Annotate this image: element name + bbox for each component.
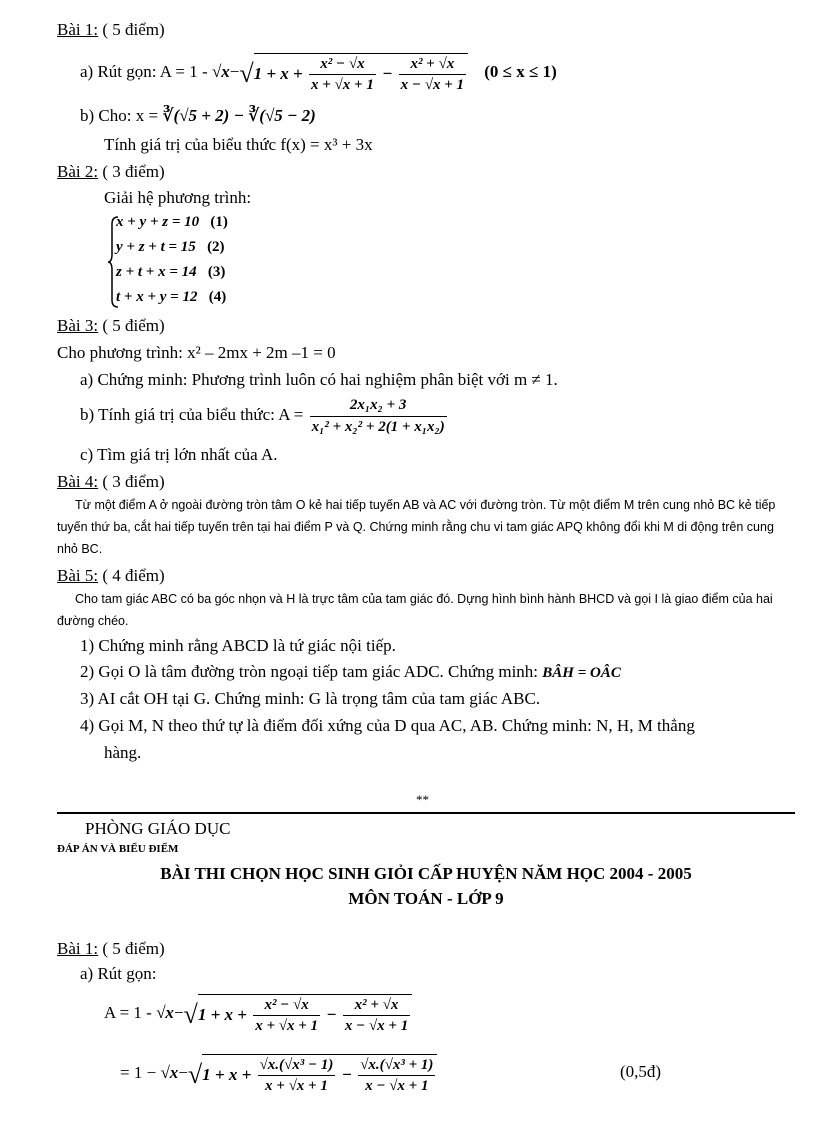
bai3b-line (80, 392, 449, 438)
bai1-heading-line (57, 20, 165, 40)
bai4-heading-line (57, 472, 165, 492)
minus: − (178, 1063, 188, 1082)
bai2-heading-line (57, 162, 165, 182)
answer-bai1-heading-line (57, 939, 165, 959)
frac1-den: x + √x + 1 (311, 77, 374, 94)
bai1b-expression: ∛(√5 + 2) − ∛(√5 − 2) (162, 106, 316, 125)
answer-bai1a: a) Rút gọn: (80, 964, 157, 983)
answer-line-1 (104, 990, 412, 1036)
bai5-item-2-expr: BÂH = OÂC (542, 665, 621, 681)
separator-line (57, 812, 795, 814)
eq-tag: (2) (207, 239, 225, 255)
answer-office: PHÒNG GIÁO DỤC (85, 819, 231, 838)
bai5-points: ( 4 điểm) (102, 566, 165, 585)
bai3c: c) Tìm giá trị lớn nhất của A. (80, 445, 278, 464)
bai1b-line (80, 106, 316, 126)
eq-text: t + x + y = 12 (116, 289, 198, 305)
eq-text: y + z + t = 15 (116, 239, 196, 255)
bai3b-numerator: 2x₁x₂ + 3 (310, 397, 447, 417)
sqrt-x: √x (211, 62, 230, 81)
answer-label: ĐÁP ÁN VÀ BIỂU ĐIỂM (57, 843, 179, 855)
bai4-text: Từ một điểm A ở ngoài đường tròn tâm O kẻ hai tiếp tuyến AB và AC với đường tròn. Từ một điểm M trên cung nhỏ BC kẻ tiếp tuyến thứ ba, cắt hai tiếp tuyến trên tại hai điểm P và Q. Chứng minh rằng chu vi tam giác APQ không đổi khi M di động trên cung nhỏ BC. (57, 498, 776, 556)
bai5-item-4: 4) Gọi M, N theo thứ tự là điểm đối xứng của D qua AC, AB. Chứng minh: N, H, M thẳng (80, 716, 695, 735)
eq-3 (116, 260, 228, 285)
minus: − (341, 1065, 352, 1085)
bai5-item-1: 1) Chứng minh rằng ABCD là tứ giác nội tiếp. (80, 636, 396, 655)
bai1-points: ( 5 điểm) (102, 20, 165, 39)
eq-1 (116, 210, 228, 235)
bai4-points: ( 3 điểm) (102, 472, 165, 491)
sqrt-x: √x (160, 1063, 179, 1082)
bai3-intro: Cho phương trình: x² – 2mx + 2m –1 = 0 (57, 343, 336, 362)
one-plus-x: 1 + x + (202, 1065, 252, 1085)
bai1a-prefix: a) Rút gọn: A = 1 - (80, 62, 212, 81)
big-radical: √1 + x + $\frac{\text{x² − √x}}{x + √x + 1}$ − $\frac{\text{x² + √x}}{x - √x + 1}$ (239, 51, 468, 96)
bai3b-denominator: x₁² + x₂² + 2(1 + x₁x₂) (311, 418, 445, 435)
answer-bai1-points: ( 5 điểm) (102, 939, 165, 958)
answer-line-1-prefix: A = 1 - (104, 1003, 157, 1022)
bai5-heading-line (57, 566, 165, 586)
eq-tag: (1) (210, 214, 228, 230)
answer-title-1: BÀI THI CHỌN HỌC SINH GIỎI CẤP HUYỆN NĂM HỌC 2004 - 2005 (160, 864, 692, 883)
minus: − (326, 1005, 337, 1025)
answer-title-2: MÔN TOÁN - LỚP 9 (348, 889, 504, 908)
bai5-item-2-text: 2) Gọi O là tâm đường tròn ngoại tiếp tam giác ADC. Chứng minh: (80, 662, 539, 681)
answer-line-2-prefix: = 1 − (120, 1063, 161, 1082)
bai2-points: ( 3 điểm) (102, 162, 165, 181)
sqrt-x: √x (156, 1003, 174, 1022)
one-plus-x: 1 + x + (197, 1005, 247, 1025)
frac2-num: x² + √x (343, 997, 410, 1016)
frac2-num: x² + √x (399, 56, 466, 75)
bai3-heading: Bài 3: (57, 316, 99, 335)
big-radical: √1 + x + $\frac{\text{x² − √x}}{x + √x + 1}$ − $\frac{\text{x² + √x}}{x - √x + 1}$ (184, 991, 413, 1038)
answer-score: (0,5đ) (620, 1062, 662, 1081)
frac4-den: x − √x + 1 (365, 1078, 429, 1095)
frac1-num: x² − √x (253, 997, 320, 1016)
answer-bai1-heading: Bài 1: (57, 939, 99, 958)
bai3-heading-line (57, 316, 165, 336)
frac2-den: x − √x + 1 (400, 77, 465, 94)
frac4-num: √x.(√x³ + 1) (358, 1057, 435, 1076)
frac3-num: √x.(√x³ − 1) (258, 1057, 336, 1076)
bai5-heading: Bài 5: (57, 566, 99, 585)
frac3-den: x + √x + 1 (265, 1078, 328, 1095)
big-radical: √1 + x + $\frac{\text{√x.(√x³ − 1)}}{x + √x + 1}$ − $\frac{\text{√x.(√x³ + 1)}}{x - √x + 1}$ (188, 1049, 438, 1100)
bai5-text: Cho tam giác ABC có ba góc nhọn và H là trực tâm của tam giác đó. Dựng hình bình hành BHCD và gọi I là giao điểm của hai đường chéo. (57, 592, 773, 628)
bai3b-prefix: b) Tính giá trị của biểu thức: A = (80, 405, 304, 424)
frac1-den: x + √x + 1 (255, 1018, 319, 1035)
eq-tag: (3) (207, 264, 226, 280)
bai1a-condition: (0 ≤ x ≤ 1) (484, 62, 557, 81)
minus: − (173, 1003, 184, 1022)
bai1a-line (80, 50, 557, 94)
separator-stars: ** (416, 792, 429, 807)
frac1-num: x² − √x (309, 56, 376, 75)
minus: − (382, 64, 393, 84)
eq-text: z + t + x = 14 (116, 264, 197, 280)
bai3a: a) Chứng minh: Phương trình luôn có hai nghiệm phân biệt với m ≠ 1. (80, 370, 558, 389)
eq-tag: (4) (208, 289, 227, 305)
eq-2 (116, 235, 228, 260)
bai4-heading: Bài 4: (57, 472, 99, 491)
eq-text: x + y + z = 10 (116, 214, 200, 230)
one-plus-x: 1 + x + (253, 64, 303, 84)
bai1b-prefix: b) Cho: x = (80, 106, 163, 125)
equation-system (116, 210, 228, 310)
frac2-den: x − √x + 1 (344, 1018, 409, 1035)
bai1b-task: Tính giá trị của biểu thức f(x) = x³ + 3x (104, 135, 373, 154)
bai1-heading: Bài 1: (57, 20, 99, 39)
bai2-intro: Giải hệ phương trình: (104, 188, 252, 207)
minus: − (229, 62, 240, 81)
bai5-item-3: 3) AI cắt OH tại G. Chứng minh: G là trọng tâm của tam giác ABC. (80, 689, 541, 708)
answer-line-2 (120, 1048, 437, 1098)
bai3-points: ( 5 điểm) (102, 316, 165, 335)
bai5-item-2 (80, 662, 621, 682)
eq-4 (116, 285, 228, 310)
bai2-heading: Bài 2: (57, 162, 99, 181)
bai5-item-4-cont: hàng. (104, 743, 142, 762)
